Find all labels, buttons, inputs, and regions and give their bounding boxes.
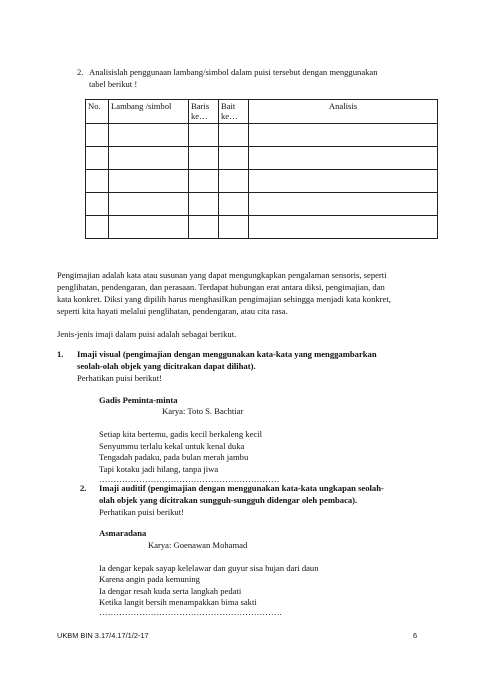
table-cell[interactable] — [189, 193, 219, 216]
table-cell[interactable] — [249, 147, 438, 170]
intro-line-1: Pengimajian adalah kata atau susunan yang dapat mengungkapkan pengalaman sensoris, seperti — [57, 270, 387, 280]
table-header-row — [86, 100, 438, 124]
item-2-instruction: Perhatikan puisi berikut! — [99, 507, 184, 517]
table-cell[interactable] — [109, 216, 189, 239]
table-cell[interactable] — [219, 216, 249, 239]
table-cell[interactable] — [249, 193, 438, 216]
table-cell[interactable] — [249, 216, 438, 239]
poem-2-line-2: Karena angin pada kemuning — [99, 574, 200, 584]
poem-2-title: Asmaradana — [99, 528, 147, 538]
header-bait — [219, 100, 249, 124]
table-cell[interactable] — [189, 147, 219, 170]
header-baris-line-1: Baris — [191, 101, 210, 111]
poem-1-line-4: Tapi kotaku jadi hilang, tanpa jiwa — [99, 464, 219, 474]
table-cell[interactable] — [219, 147, 249, 170]
poem-2-line-4: Ketika langit bersih menampakkan bima sakti — [99, 597, 257, 607]
table-cell[interactable] — [189, 216, 219, 239]
item-1-instruction: Perhatikan puisi berikut! — [77, 373, 162, 383]
table-cell[interactable] — [86, 193, 109, 216]
poem-1-line-1: Setiap kita bertemu, gadis kecil berkaleng kecil — [99, 429, 262, 439]
jenis-sentence: Jenis-jenis imaji dalam puisi adalah sebagai berikut. — [57, 329, 237, 339]
analysis-table — [85, 99, 438, 239]
header-lambang: Lambang /simbol — [109, 100, 189, 124]
table-cell[interactable] — [86, 124, 109, 147]
poem-2-line-1: Ia dengar kepak sayap kelelawar dan guyur sisa hujan dari daun — [99, 563, 319, 573]
question-text-line-1: Analisislah penggunaan lambang/simbol dalam puisi tersebut dengan menggunakan — [89, 67, 378, 77]
poem-1-line-2: Senyummu terlalu kekal untuk kenal duka — [99, 441, 245, 451]
poem-1-title: Gadis Peminta-minta — [99, 395, 178, 405]
intro-line-4: seperti kita hayati melalui penglihatan, pendengaran, atau cita rasa. — [57, 306, 288, 316]
poem-2-author: Karya: Goenawan Mohamad — [148, 540, 248, 550]
table-cell[interactable] — [109, 170, 189, 193]
table-cell[interactable] — [109, 124, 189, 147]
table-cell[interactable] — [219, 170, 249, 193]
table-row — [86, 124, 438, 147]
item-2-title-line-1: Imaji auditif (pengimajian dengan menggunakan kata-kata ungkapan seolah- — [99, 483, 384, 493]
header-bait-line-1: Bait — [221, 101, 236, 111]
poem-1-author: Karya: Toto S. Bachtiar — [162, 406, 244, 416]
table-cell[interactable] — [86, 147, 109, 170]
intro-line-2: penglihatan, pendengaran, dan perasaan. Terdapat hubungan erat antara diksi, pengimajian, dan — [57, 282, 385, 292]
table-cell[interactable] — [86, 216, 109, 239]
item-2-number: 2. — [80, 483, 87, 493]
poem-1-dots: ……………………………………………………… — [99, 474, 280, 484]
poem-2-line-3: Ia dengar resah kuda serta langkah pedati — [99, 586, 242, 596]
header-bait-line-2: ke… — [221, 111, 238, 121]
question-text-line-2: tabel berikut ! — [89, 79, 138, 89]
item-1-title-line-2: seolah-olah objek yang dicitrakan dapat dilihat). — [77, 361, 256, 371]
table-cell[interactable] — [219, 193, 249, 216]
table-cell[interactable] — [219, 124, 249, 147]
poem-1-line-3: Tengadah padaku, pada bulan merah jambu — [99, 452, 249, 462]
footer-page-number: 6 — [413, 631, 418, 640]
table-cell[interactable] — [109, 147, 189, 170]
footer-code: UKBM BIN 3.17/4.17/1/2-17 — [57, 631, 149, 640]
table-cell[interactable] — [189, 124, 219, 147]
item-1-title-line-1: Imaji visual (pengimajian dengan menggunakan kata-kata yang menggambarkan — [77, 349, 377, 359]
table-row — [86, 193, 438, 216]
poem-2-dots: ………………………………………………………. — [99, 607, 282, 617]
item-2-title-line-2: olah objek yang dicitrakan sungguh-sungguh didengar oleh pembaca). — [99, 495, 358, 505]
table-cell[interactable] — [249, 170, 438, 193]
table-cell[interactable] — [86, 170, 109, 193]
header-analisis: Analisis — [249, 100, 438, 124]
table-cell[interactable] — [249, 124, 438, 147]
header-baris-line-2: ke… — [191, 111, 208, 121]
table-cell[interactable] — [109, 193, 189, 216]
table-cell[interactable] — [189, 170, 219, 193]
question-number: 2. — [77, 67, 84, 77]
table-row — [86, 216, 438, 239]
intro-line-3: kata konkret. Diksi yang dipilih harus menghasilkan pengimajian sehingga menjadi kata konkret, — [57, 294, 391, 304]
item-1-number: 1. — [57, 349, 64, 359]
table-row — [86, 170, 438, 193]
table-row — [86, 147, 438, 170]
header-no: No. — [86, 100, 109, 124]
header-baris — [189, 100, 219, 124]
